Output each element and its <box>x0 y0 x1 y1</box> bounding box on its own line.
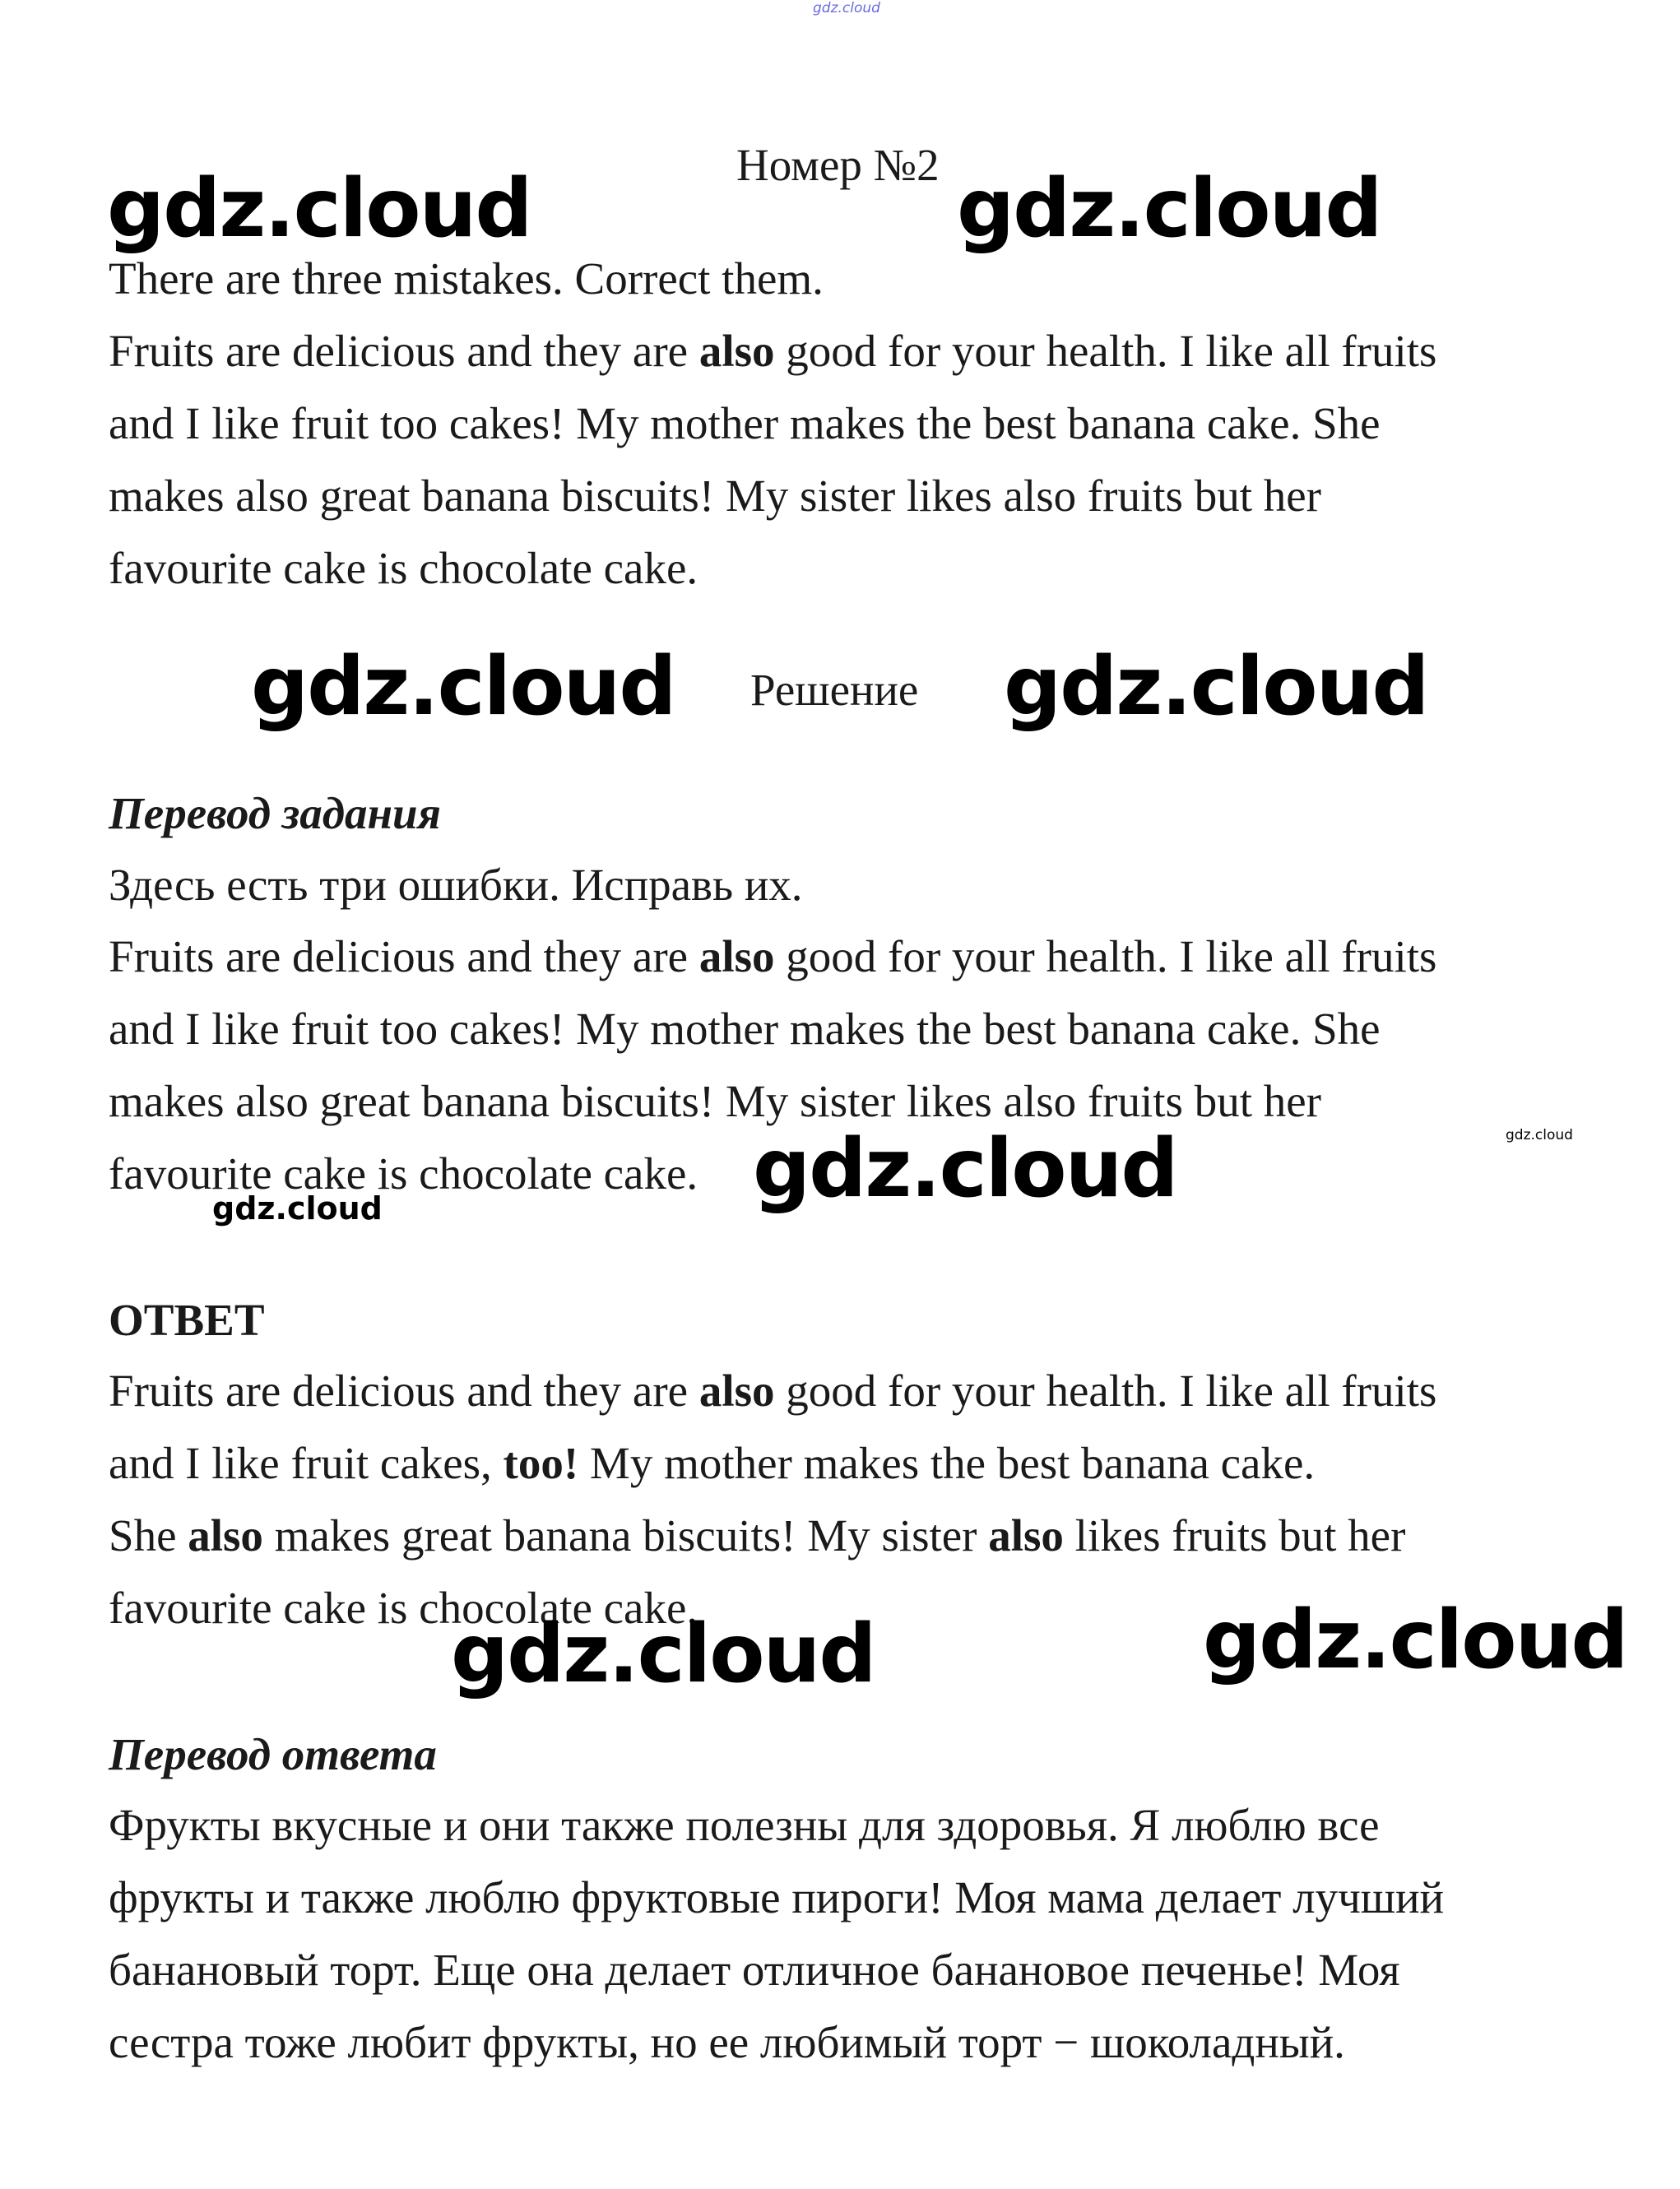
watermark: gdz.cloud <box>957 162 1381 256</box>
task-translation-line-2: and I like fruit too cakes! My mother makes the best banana cake. She <box>109 1004 1381 1054</box>
watermark: gdz.cloud <box>753 1122 1177 1216</box>
task-text-line-1: Fruits are delicious and they are also good for your health. I like all fruits <box>109 326 1437 376</box>
answer-line-3: She also makes great banana biscuits! My sister also likes fruits but her <box>109 1510 1406 1561</box>
page-title: Номер №2 <box>736 140 940 190</box>
task-text-line-4: favourite cake is chocolate cake. <box>109 543 698 593</box>
task-translation-line-3: makes also great banana biscuits! My sister likes also fruits but her <box>109 1076 1321 1126</box>
answer-translation-heading: Перевод ответа <box>109 1729 437 1779</box>
task-text-line-2: and I like fruit too cakes! My mother makes the best banana cake. She <box>109 398 1381 448</box>
watermark: gdz.cloud <box>451 1607 875 1701</box>
answer-translation-line-2: фрукты и также люблю фруктовые пироги! Моя мама делает лучший <box>109 1872 1445 1922</box>
watermark-small: gdz.cloud <box>212 1190 383 1227</box>
task-translation-instruction: Здесь есть три ошибки. Исправь их. <box>109 860 803 910</box>
answer-heading: ОТВЕТ <box>109 1295 265 1345</box>
answer-translation-line-3: банановый торт. Еще она делает отличное банановое печенье! Моя <box>109 1945 1400 1995</box>
answer-translation-line-1: Фрукты вкусные и они также полезны для здоровья. Я люблю все <box>109 1800 1380 1850</box>
task-translation-heading: Перевод задания <box>109 788 441 838</box>
answer-line-2: and I like fruit cakes, too! My mother makes the best banana cake. <box>109 1438 1316 1488</box>
answer-line-1: Fruits are delicious and they are also good for your health. I like all fruits <box>109 1366 1437 1416</box>
watermark: gdz.cloud <box>251 640 675 734</box>
watermark: gdz.cloud <box>107 162 531 256</box>
answer-line-4: favourite cake is chocolate cake. <box>109 1583 698 1633</box>
task-text-line-3: makes also great banana biscuits! My sister likes also fruits but her <box>109 471 1321 521</box>
watermark: gdz.cloud <box>1203 1593 1627 1687</box>
solution-label: Решение <box>750 665 919 715</box>
task-translation-line-4: favourite cake is chocolate cake. <box>109 1148 698 1199</box>
watermark: gdz.cloud <box>1004 640 1428 734</box>
watermark-top: gdz.cloud <box>813 0 880 16</box>
task-translation-line-1: Fruits are delicious and they are also good for your health. I like all fruits <box>109 931 1437 981</box>
task-instruction: There are three mistakes. Correct them. <box>109 253 824 304</box>
answer-translation-line-4: сестра тоже любит фрукты, но ее любимый торт − шоколадный. <box>109 2017 1345 2067</box>
watermark-tiny: gdz.cloud <box>1506 1127 1573 1143</box>
